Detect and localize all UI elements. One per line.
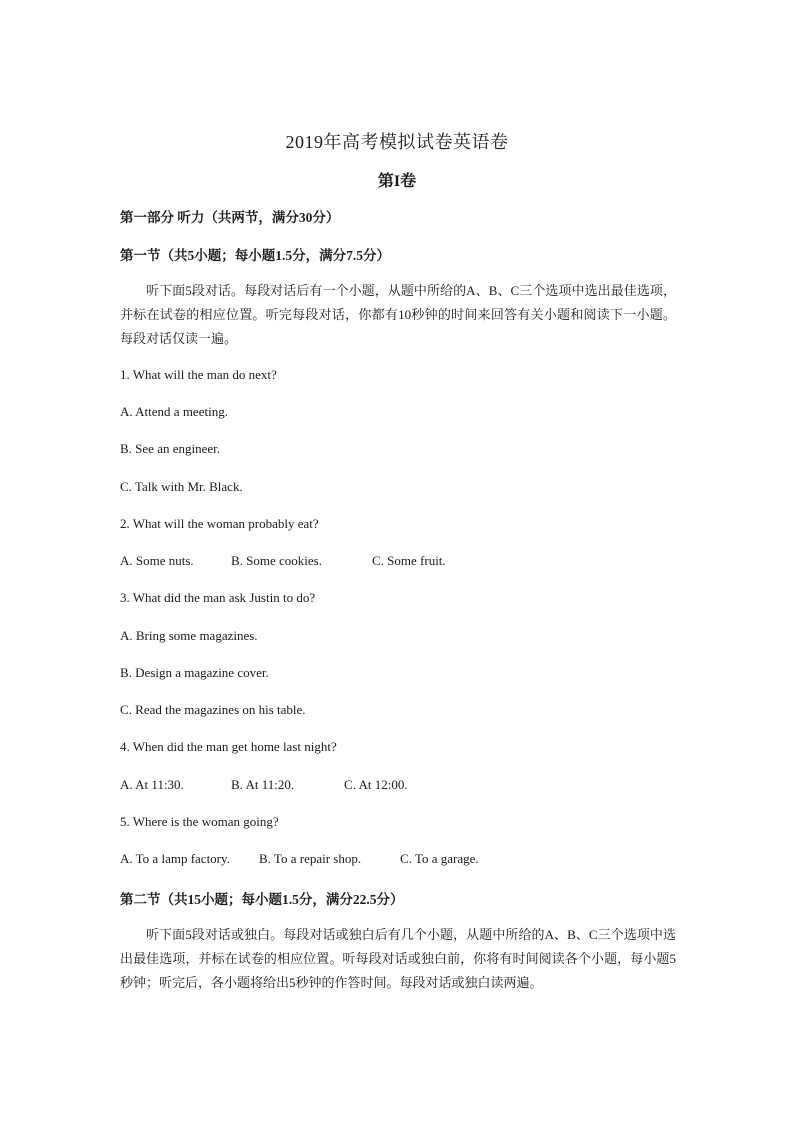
question-1-stem: 1. What will the man do next? — [120, 367, 277, 382]
question-5-stem: 5. Where is the woman going? — [120, 814, 279, 829]
question-3-stem: 3. What did the man ask Justin to do? — [120, 590, 316, 605]
question-4-stem: 4. When did the man get home last night? — [120, 739, 337, 754]
question-5-option-a: A. To a lamp factory. — [120, 851, 230, 866]
question-5-option-b: B. To a repair shop. — [259, 851, 362, 866]
question-4-options — [120, 777, 408, 793]
question-1-option-a: A. Attend a meeting. — [120, 404, 228, 419]
volume-heading: 第I卷 — [377, 173, 417, 190]
part1-heading: 第一部分 听力（共两节，满分30分） — [120, 210, 340, 225]
section1-instructions: 听下面5段对话。每段对话后有一个小题，从题中所给的A、B、C三个选项中选出最佳选项，并标在试卷的相应位置。听完每段对话，你都有10秒钟的时间来回答有关小题和阅读下一小题。每段对话仅读一遍。 — [120, 283, 676, 346]
question-3-option-c: C. Read the magazines on his table. — [120, 702, 306, 717]
question-1-option-c: C. Talk with Mr. Black. — [120, 479, 243, 494]
exam-title: 2019年高考模拟试卷英语卷 — [285, 132, 509, 152]
question-2-options — [120, 553, 446, 569]
question-3-option-b: B. Design a magazine cover. — [120, 665, 269, 680]
question-5-options — [120, 851, 479, 867]
section2-heading: 第二节（共15小题；每小题1.5分，满分22.5分） — [120, 892, 404, 907]
question-4-option-c: C. At 12:00. — [344, 777, 408, 792]
section1-heading: 第一节（共5小题；每小题1.5分，满分7.5分） — [120, 248, 390, 263]
question-3-option-a: A. Bring some magazines. — [120, 628, 258, 643]
question-2-stem: 2. What will the woman probably eat? — [120, 516, 319, 531]
question-4-option-a: A. At 11:30. — [120, 777, 184, 792]
question-1-option-b: B. See an engineer. — [120, 441, 220, 456]
question-5-option-c: C. To a garage. — [400, 851, 479, 866]
section2-instructions: 听下面5段对话或独白。每段对话或独白后有几个小题，从题中所给的A、B、C三个选项中选出最佳选项，并标在试卷的相应位置。听每段对话或独白前，你将有时间阅读各个小题，每小题5秒钟；听完后，各小题将给出5秒钟的作答时间。每段对话或独白读两遍。 — [120, 927, 676, 990]
question-2-option-a: A. Some nuts. — [120, 553, 194, 568]
question-2-option-b: B. Some cookies. — [231, 553, 322, 568]
question-4-option-b: B. At 11:20. — [231, 777, 295, 792]
question-2-option-c: C. Some fruit. — [372, 553, 446, 568]
